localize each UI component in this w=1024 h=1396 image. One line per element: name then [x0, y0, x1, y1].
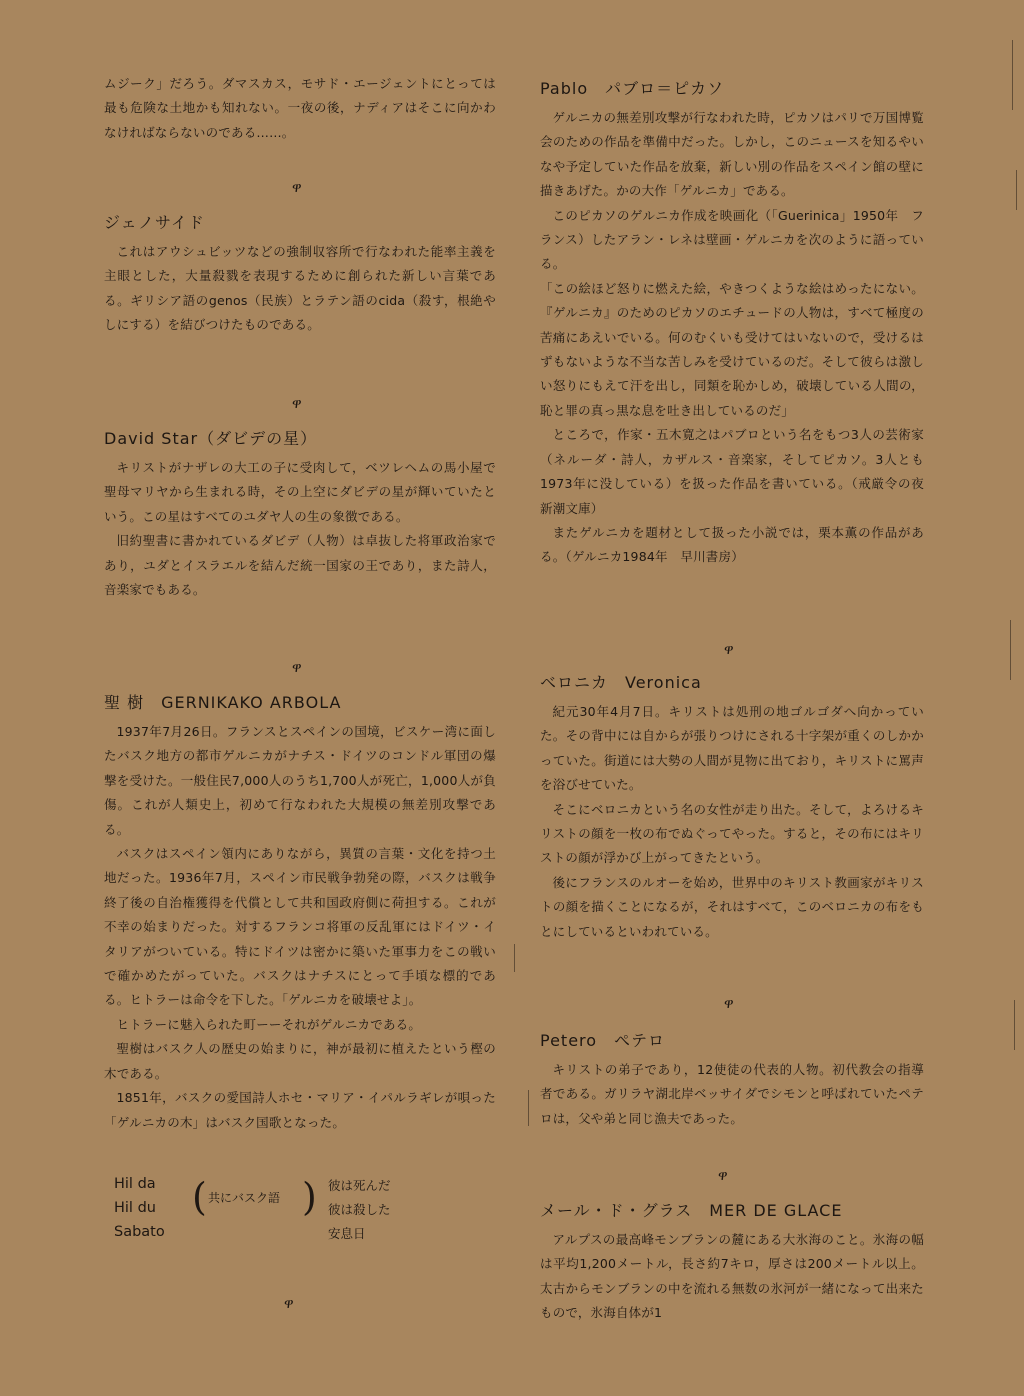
scan-scratch	[1010, 620, 1011, 680]
intro-text: ムジーク」だろう。ダマスカス，モサド・エージェントにとっては最も危険な土地かも知れない。一夜の後，ナディアはそこに向かわなければならないのである……。	[104, 76, 496, 140]
seiju-paragraph-4: 聖樹はバスク人の歴史の始まりに，神が最初に植えたという樫の木である。	[104, 1041, 496, 1081]
poem-basque-line-1: Hil da	[114, 1176, 156, 1192]
mer-de-glace-body: アルプスの最高峰モンブランの麓にある大氷海のこと。氷海の幅は平均1,200メートル，長さ約7キロ，厚さは200メートル以上。太古からモンブランの中を流れる無数の氷河が一緒になって出来たもので，氷海自体が1	[540, 1232, 924, 1321]
seiju-paragraph-3: ヒトラーに魅入られた町ーーそれがゲルニカである。	[116, 1016, 422, 1032]
scan-scratch	[528, 1090, 529, 1126]
scan-scratch	[1012, 40, 1013, 110]
section-divider-icon: ዋ	[718, 1168, 728, 1184]
poem-language-note: 共にバスク語	[208, 1191, 281, 1205]
section-pablo	[540, 76, 937, 570]
veronica-paragraph-1: 紀元30年4月7日。キリストは処刑の地ゴルゴダへ向かっていた。その背中には自からが張りつけにされる十字架が重くのしかかっていた。街道には大勢の人間が見物に出ており，キリストに罵声を浴びせていた。	[540, 704, 924, 793]
scan-scratch	[1014, 1000, 1015, 1050]
seiju-paragraph-2: バスクはスペイン領内にありながら，異質の言葉・文化を持つ土地だった。1936年7月，スペイン市民戦争勃発の際，バスクは戦争終了後の自治権獲得を代償として共和国政府側に荷担する。これが不幸の始まりだった。対するフランコ将軍の反乱軍にはドイツ・イタリアがついている。特にドイツは密かに築いた軍事力をこの戦いで確かめたがっていた。バスクはナチスにとって手頃な標的である。ヒトラーは命令を下した。「ゲルニカを破壊せよ」。	[104, 846, 496, 1008]
section-petero	[540, 1028, 924, 1131]
section-divider-icon: ዋ	[292, 180, 302, 196]
poem-basque-line-2: Hil du	[114, 1200, 156, 1216]
section-veronica	[540, 670, 924, 944]
pablo-paragraph-4: ところで，作家・五木寛之はパブロという名をもつ3人の芸術家（ネルーダ・詩人，カザルス・音楽家，そしてピカソ。3人とも1973年に没している）を扱った作品を書いている。（戒厳令の夜 新潮文庫）	[540, 427, 937, 516]
poem-translation-line-1: 彼は死んだ	[328, 1178, 391, 1193]
veronica-paragraph-2: そこにベロニカという名の女性が走り出た。そして，よろけるキリストの顔を一枚の布でぬぐってやった。すると，その布にはキリストの顔が浮かび上がってきたという。	[540, 801, 924, 866]
seiju-heading: 聖 樹 GERNIKAKO ARBOLA	[104, 693, 342, 712]
pablo-paragraph-5: またゲルニカを題材として扱った小説では，栗本薫の作品がある。（ゲルニカ1984年 早川書房）	[540, 524, 924, 565]
poem-open-bracket: (	[192, 1175, 207, 1219]
pablo-heading: Pablo パブロ＝ピカソ	[540, 79, 725, 98]
section-mer-de-glace	[540, 1198, 924, 1326]
section-divider-icon: ዋ	[292, 396, 302, 412]
david-star-paragraph-2: 旧約聖書に書かれているダビデ（人物）は卓抜した将軍政治家であり，ユダとイスラエルを結んだ統一国家の王であり，また詩人，音楽家でもある。	[104, 533, 496, 598]
scan-scratch	[514, 944, 515, 972]
section-genocide	[104, 210, 496, 338]
seiju-paragraph-5: 1851年，バスクの愛国詩人ホセ・マリア・イパルラギレが唄った「ゲルニカの木」はバスク国歌となった。	[104, 1090, 496, 1130]
genocide-heading: ジェノサイド	[104, 213, 205, 232]
section-divider-icon: ዋ	[724, 642, 734, 658]
veronica-heading: ベロニカ Veronica	[540, 673, 702, 692]
section-seiju	[104, 690, 496, 1135]
scan-scratch	[1016, 170, 1017, 210]
poem-close-bracket: )	[302, 1175, 317, 1219]
intro-paragraph	[104, 72, 496, 145]
section-divider-icon: ዋ	[284, 1296, 294, 1312]
pablo-paragraph-1: ゲルニカの無差別攻撃が行なわれた時，ピカソはパリで万国博覧会のための作品を準備中だった。しかし，このニュースを知るやいなや予定していた作品を放棄，新しい別の作品をスペイン館の壁に描きあげた。かの大作「ゲルニカ」である。	[540, 110, 924, 199]
poem-translation-line-2: 彼は殺した	[328, 1202, 391, 1217]
section-divider-icon: ዋ	[724, 996, 734, 1012]
petero-heading: Petero ペテロ	[540, 1031, 666, 1050]
poem-translation-line-3: 安息日	[328, 1226, 366, 1241]
david-star-paragraph-1: キリストがナザレの大工の子に受肉して，ベツレヘムの馬小屋で聖母マリヤから生まれる時，その上空にダビデの星が輝いていたという。この星はすべてのユダヤ人の生の象徴である。	[104, 460, 496, 524]
section-divider-icon: ዋ	[292, 660, 302, 676]
petero-body: キリストの弟子であり，12使徒の代表的人物。初代教会の指導者である。ガリラヤ湖北岸ベッサイダでシモンと呼ばれていたペテロは，父や弟と同じ漁夫であった。	[540, 1062, 924, 1126]
pablo-paragraph-3: 「この絵ほど怒りに燃えた絵，やきつくような絵はめったにない。『ゲルニカ』のためのピカソのエチュードの人物は，すべて極度の苦痛にあえいでいる。何のむくいも受けてはいないので，受けるはずもないような不当な苦しみを受けているのだ。そして彼らは激しい怒りにもえて汗を出し，同類を恥かしめ，破壊している人間の，恥と罪の真っ黒な息を吐き出しているのだ」	[540, 280, 924, 418]
section-david-star	[104, 426, 496, 602]
poem-basque-line-3: Sabato	[114, 1224, 165, 1240]
mer-de-glace-heading: メール・ド・グラス MER DE GLACE	[540, 1201, 843, 1220]
david-star-heading: David Star（ダビデの星）	[104, 429, 318, 448]
pablo-paragraph-2: このピカソのゲルニカ作成を映画化（「Guerinica」1950年 フランス）したアラン・レネは壁画・ゲルニカを次のように語っている。	[540, 207, 924, 272]
veronica-paragraph-3: 後にフランスのルオーを始め，世界中のキリスト教画家がキリストの顔を描くことになるが，それはすべて，このベロニカの布をもとにしているといわれている。	[540, 874, 924, 939]
seiju-paragraph-1: 1937年7月26日。フランスとスペインの国境，ビスケー湾に面したバスク地方の都市ゲルニカがナチス・ドイツのコンドル軍団の爆撃を受けた。一般住民7,000人のうち1,700人が死亡，1,000人が負傷。これが人類史上，初めて行なわれた大規模の無差別攻撃である。	[104, 724, 496, 837]
genocide-body: これはアウシュビッツなどの強制収容所で行なわれた能率主義を主眼とした，大量殺戮を表現するために創られた新しい言葉である。ギリシア語のgenos（民族）とラテン語のcida（殺す，根絶やしにする）を結びつけたものである。	[104, 244, 496, 333]
basque-poem	[114, 1172, 474, 1252]
